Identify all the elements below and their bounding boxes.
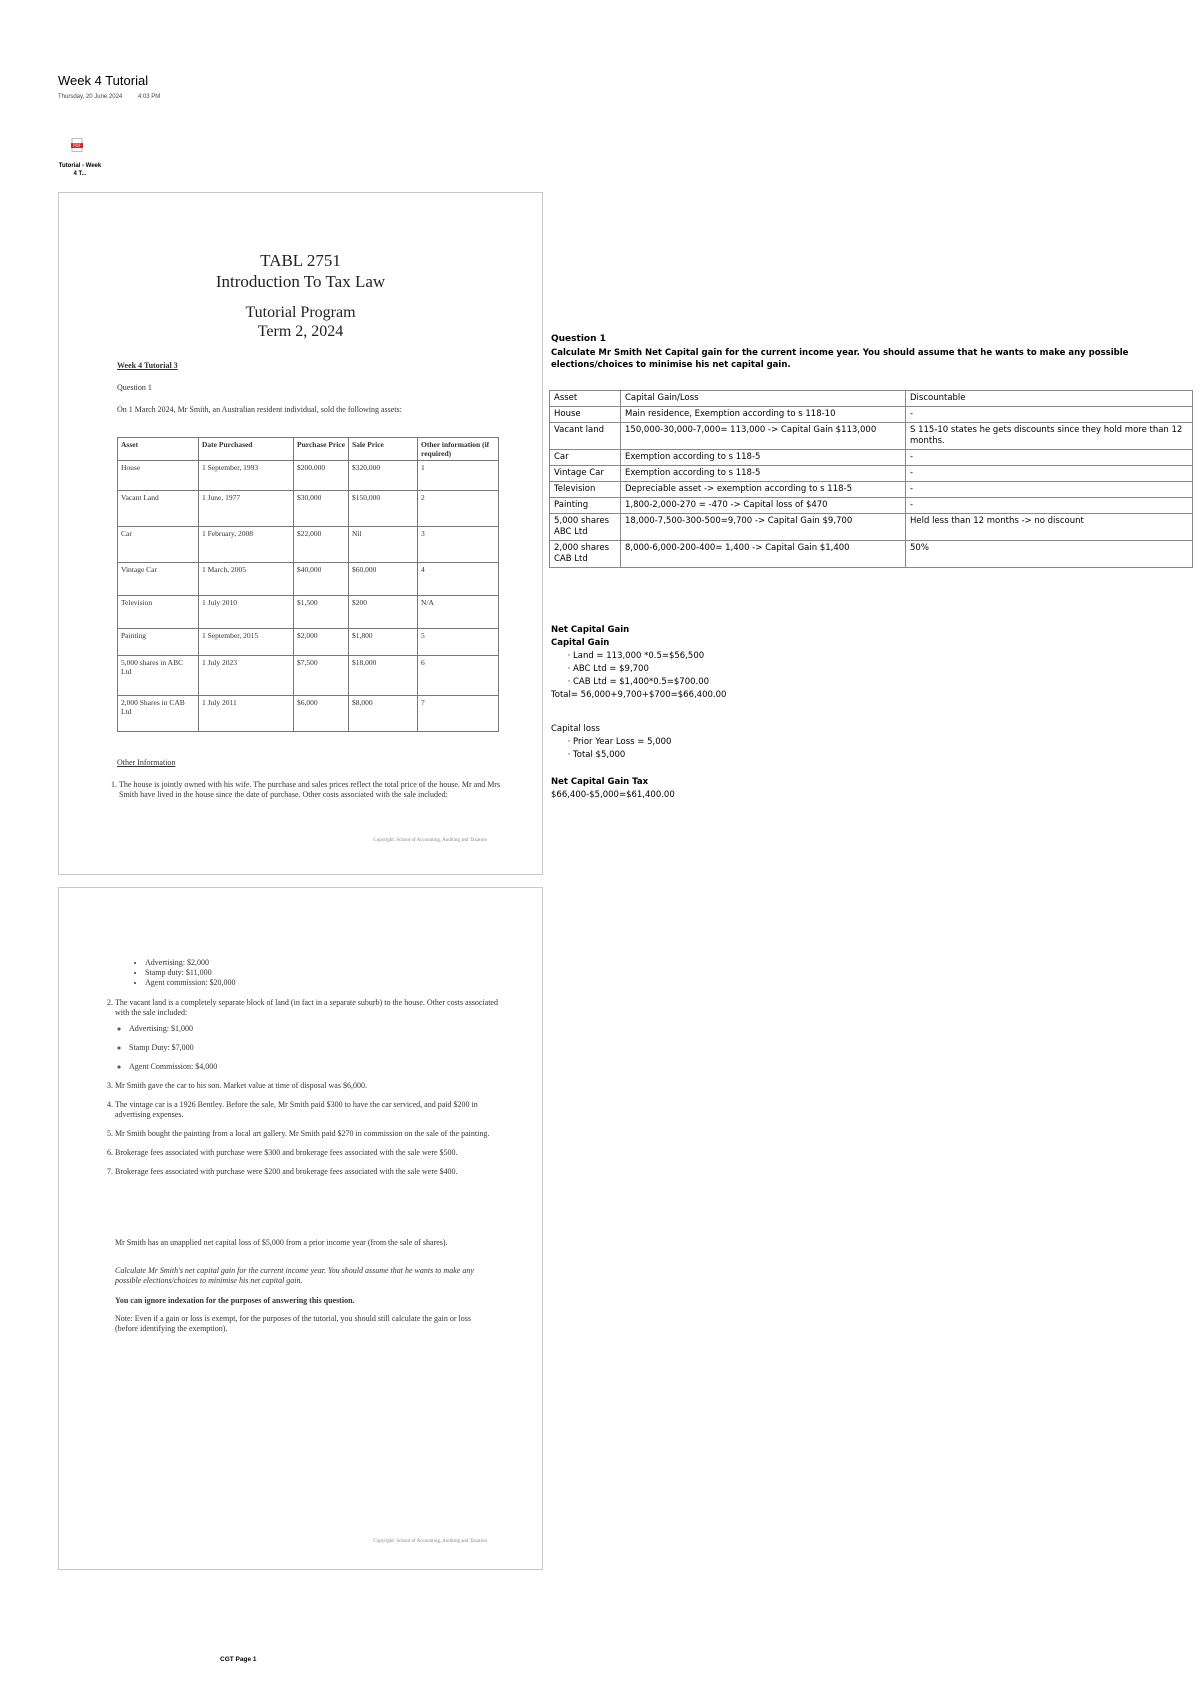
table-cell: Exemption according to s 118-5 <box>621 466 906 482</box>
table-cell: 8,000-6,000-200-400= 1,400 -> Capital Gain $1,400 <box>621 541 906 568</box>
table-cell: 1 September, 1993 <box>199 461 294 491</box>
page-title: Week 4 Tutorial <box>58 73 149 88</box>
table-cell: 1,800-2,000-270 = -470 -> Capital loss of $470 <box>621 498 906 514</box>
question-text: Calculate Mr Smith Net Capital gain for the current income year. You should assume that he wants to make any possible elections/choices to minimise his net capital gain. <box>551 348 1129 370</box>
table-cell: 1 June, 1977 <box>199 491 294 527</box>
table-cell: 5,000 shares ABC Ltd <box>550 514 621 541</box>
question-intro: On 1 March 2024, Mr Smith, an Australian resident individual, sold the following assets: <box>117 405 402 414</box>
program-title: Tutorial Program <box>245 304 356 321</box>
list-item: 7. Brokerage fees associated with purchase were $200 and brokerage fees associated with the sale were $400. <box>115 1167 511 1177</box>
table-cell: 50% <box>906 541 1193 568</box>
list-item: · CAB Ltd = $1,400*0.5=$700.00 <box>573 676 726 689</box>
table-cell: $1,800 <box>349 629 418 656</box>
table-cell: $22,000 <box>294 527 349 563</box>
table-cell: $1,500 <box>294 596 349 629</box>
capital-loss-section <box>551 723 671 762</box>
table-row <box>118 596 499 629</box>
cg-list <box>551 650 726 689</box>
copyright: Copyright: School of Accounting, Auditing and Taxation <box>373 838 487 843</box>
table-row <box>118 461 499 491</box>
ncg-tax-section <box>551 776 675 802</box>
table-cell: Vintage Car <box>550 466 621 482</box>
table-cell: - <box>906 450 1193 466</box>
table-cell: Vacant land <box>550 423 621 450</box>
table-header: Date Purchased <box>199 438 294 461</box>
page-date: Thursday, 20 June 2024 <box>58 94 123 100</box>
table-row <box>550 423 1193 450</box>
course-code: TABL 2751 <box>260 251 341 270</box>
list-item: 1. The house is jointly owned with his wife. The purchase and sales prices reflect the total price of the house. Mr and Mrs Smith have lived in the house since the date of purchase. Other costs associated with the sale included: <box>119 780 511 800</box>
table-cell: 1 <box>418 461 499 491</box>
list-item: · Prior Year Loss = 5,000 <box>573 736 671 749</box>
net-capital-gain-section <box>551 624 726 702</box>
list-item: · Land = 113,000 *0.5=$56,500 <box>573 650 726 663</box>
list-item: 5. Mr Smith bought the painting from a local art gallery. Mr Smith paid $270 in commission on the sale of the painting. <box>115 1129 511 1139</box>
table-cell: - <box>906 407 1193 423</box>
table-cell: N/A <box>418 596 499 629</box>
calc-paragraph: Calculate Mr Smith's net capital gain for the current income year. You should assume that he wants to make any possible elections/choices to minimise his net capital gain. <box>115 1266 474 1285</box>
table-cell: 1 July 2023 <box>199 656 294 696</box>
table-cell: 1 February, 2008 <box>199 527 294 563</box>
table-cell: Car <box>550 450 621 466</box>
list-item: 3. Mr Smith gave the car to his son. Market value at time of disposal was $6,000. <box>115 1081 511 1091</box>
table-row <box>550 498 1193 514</box>
table-row <box>550 541 1193 568</box>
other-info-list <box>103 780 511 809</box>
table-row <box>118 527 499 563</box>
other-info-list-cont <box>99 998 511 1186</box>
table-cell: $320,000 <box>349 461 418 491</box>
table-cell: - <box>906 482 1193 498</box>
question-label: Question 1 <box>117 383 152 392</box>
table-cell: Television <box>118 596 199 629</box>
table-row <box>118 696 499 732</box>
table-header-row <box>550 391 1193 407</box>
list-item: • Agent commission: $20,000 <box>145 978 235 988</box>
question-title: Question 1 <box>551 334 606 344</box>
copyright: Copyright: School of Accounting, Auditing and Taxation <box>373 1539 487 1544</box>
cg-total: Total= 56,000+9,700+$700=$66,400.00 <box>551 690 727 700</box>
costs-list-house <box>131 958 235 988</box>
table-cell: $40,000 <box>294 563 349 596</box>
table-header: Other information (if required) <box>418 438 499 461</box>
table-cell: 1 July 2010 <box>199 596 294 629</box>
table-cell: $2,000 <box>294 629 349 656</box>
table-cell: Depreciable asset -> exemption according to s 118-5 <box>621 482 906 498</box>
table-cell: 4 <box>418 563 499 596</box>
term-title: Term 2, 2024 <box>257 323 344 340</box>
course-title: Introduction To Tax Law <box>215 272 386 291</box>
table-cell: 150,000-30,000-7,000= 113,000 -> Capital Gain $113,000 <box>621 423 906 450</box>
list-item: • Stamp duty: $11,000 <box>145 968 235 978</box>
list-item: 6. Brokerage fees associated with purchase were $300 and brokerage fees associated with the sale were $500. <box>115 1148 511 1158</box>
table-cell: 5,000 shares in ABC Ltd <box>118 656 199 696</box>
cl-title: Capital loss <box>551 724 600 734</box>
cg-title: Capital Gain <box>551 638 610 648</box>
list-item: • Advertising: $2,000 <box>145 958 235 968</box>
tax-value: $66,400-$5,000=$61,400.00 <box>551 790 675 800</box>
table-header: Capital Gain/Loss <box>621 391 906 407</box>
tax-title: Net Capital Gain Tax <box>551 777 649 787</box>
table-cell: 18,000-7,500-300-500=9,700 -> Capital Gain $9,700 <box>621 514 906 541</box>
list-item: ◦ Agent Commission: $4,000 <box>129 1062 511 1072</box>
table-row <box>550 482 1193 498</box>
table-cell: 1 March, 2005 <box>199 563 294 596</box>
table-row <box>118 629 499 656</box>
item-2-text: 2. The vacant land is a completely separate block of land (in fact in a separate suburb) to the house. Other costs associated with the sale included: <box>115 998 498 1017</box>
table-cell: Main residence, Exemption according to s 118-10 <box>621 407 906 423</box>
table-row <box>118 656 499 696</box>
pdf-page-2 <box>58 887 543 1570</box>
list-item <box>115 998 511 1072</box>
table-cell: House <box>118 461 199 491</box>
page-footer: CGT Page 1 <box>220 1656 257 1663</box>
pdf-file-icon[interactable] <box>70 138 84 152</box>
table-cell: - <box>906 498 1193 514</box>
table-cell: 7 <box>418 696 499 732</box>
table-header: Asset <box>118 438 199 461</box>
loss-paragraph: Mr Smith has an unapplied net capital loss of $5,000 from a prior income year (from the sale of shares). <box>115 1238 448 1247</box>
table-header: Asset <box>550 391 621 407</box>
page-time: 4:03 PM <box>137 94 161 100</box>
table-header: Purchase Price <box>294 438 349 461</box>
table-cell: 2,000 shares CAB Ltd <box>550 541 621 568</box>
table-header: Sale Price <box>349 438 418 461</box>
table-cell: Vintage Car <box>118 563 199 596</box>
attachment-label[interactable]: Tutorial - Week 4 T... <box>58 163 102 177</box>
table-cell: S 115-10 states he gets discounts since they hold more than 12 months. <box>906 423 1193 450</box>
cl-list <box>551 736 671 762</box>
table-cell: $150,000 <box>349 491 418 527</box>
table-cell: Television <box>550 482 621 498</box>
table-row <box>550 466 1193 482</box>
table-cell: Exemption according to s 118-5 <box>621 450 906 466</box>
table-cell: $200 <box>349 596 418 629</box>
table-row <box>118 491 499 527</box>
table-cell: 2,000 Shares in CAB Ltd <box>118 696 199 732</box>
other-info-title: Other Information <box>117 758 176 767</box>
table-cell: 5 <box>418 629 499 656</box>
table-cell: $18,000 <box>349 656 418 696</box>
list-item: ◦ Advertising: $1,000 <box>129 1024 511 1034</box>
list-item: · ABC Ltd = $9,700 <box>573 663 726 676</box>
pdf-page-1 <box>58 192 543 875</box>
table-cell: - <box>906 466 1193 482</box>
list-item: · Total $5,000 <box>573 749 671 762</box>
table-cell: Painting <box>550 498 621 514</box>
note-paragraph: Note: Even if a gain or loss is exempt, for the purposes of the tutorial, you should still calculate the gain or loss (before identifying the exemption). <box>115 1314 471 1333</box>
assets-table <box>117 437 499 732</box>
table-cell: 1 July 2011 <box>199 696 294 732</box>
table-cell: $6,000 <box>294 696 349 732</box>
week-label: Week 4 Tutorial 3 <box>117 361 178 370</box>
ncg-title: Net Capital Gain <box>551 625 630 635</box>
table-cell: $60,000 <box>349 563 418 596</box>
table-cell: 1 September, 2015 <box>199 629 294 656</box>
table-cell: $8,000 <box>349 696 418 732</box>
table-cell: Vacant Land <box>118 491 199 527</box>
table-cell: 2 <box>418 491 499 527</box>
table-row <box>550 450 1193 466</box>
table-cell: House <box>550 407 621 423</box>
table-row <box>550 514 1193 541</box>
table-cell: Painting <box>118 629 199 656</box>
page-timestamp <box>58 94 174 100</box>
table-row <box>118 563 499 596</box>
table-cell: $7,500 <box>294 656 349 696</box>
table-cell: 6 <box>418 656 499 696</box>
cgt-table <box>549 390 1193 568</box>
list-item: ◦ Stamp Duty: $7,000 <box>129 1043 511 1053</box>
table-cell: Held less than 12 months -> no discount <box>906 514 1193 541</box>
svg-text:PDF: PDF <box>73 143 81 149</box>
costs-list-land <box>115 1024 511 1072</box>
table-header: Discountable <box>906 391 1193 407</box>
list-item: 4. The vintage car is a 1926 Bentley. Before the sale, Mr Smith paid $300 to have the car serviced, and paid $200 in advertising expenses. <box>115 1100 511 1120</box>
table-cell: $200,000 <box>294 461 349 491</box>
table-cell: Car <box>118 527 199 563</box>
table-row <box>550 407 1193 423</box>
indexation-paragraph: You can ignore indexation for the purposes of answering this question. <box>115 1296 355 1305</box>
table-cell: Nil <box>349 527 418 563</box>
table-cell: $30,000 <box>294 491 349 527</box>
table-cell: 3 <box>418 527 499 563</box>
